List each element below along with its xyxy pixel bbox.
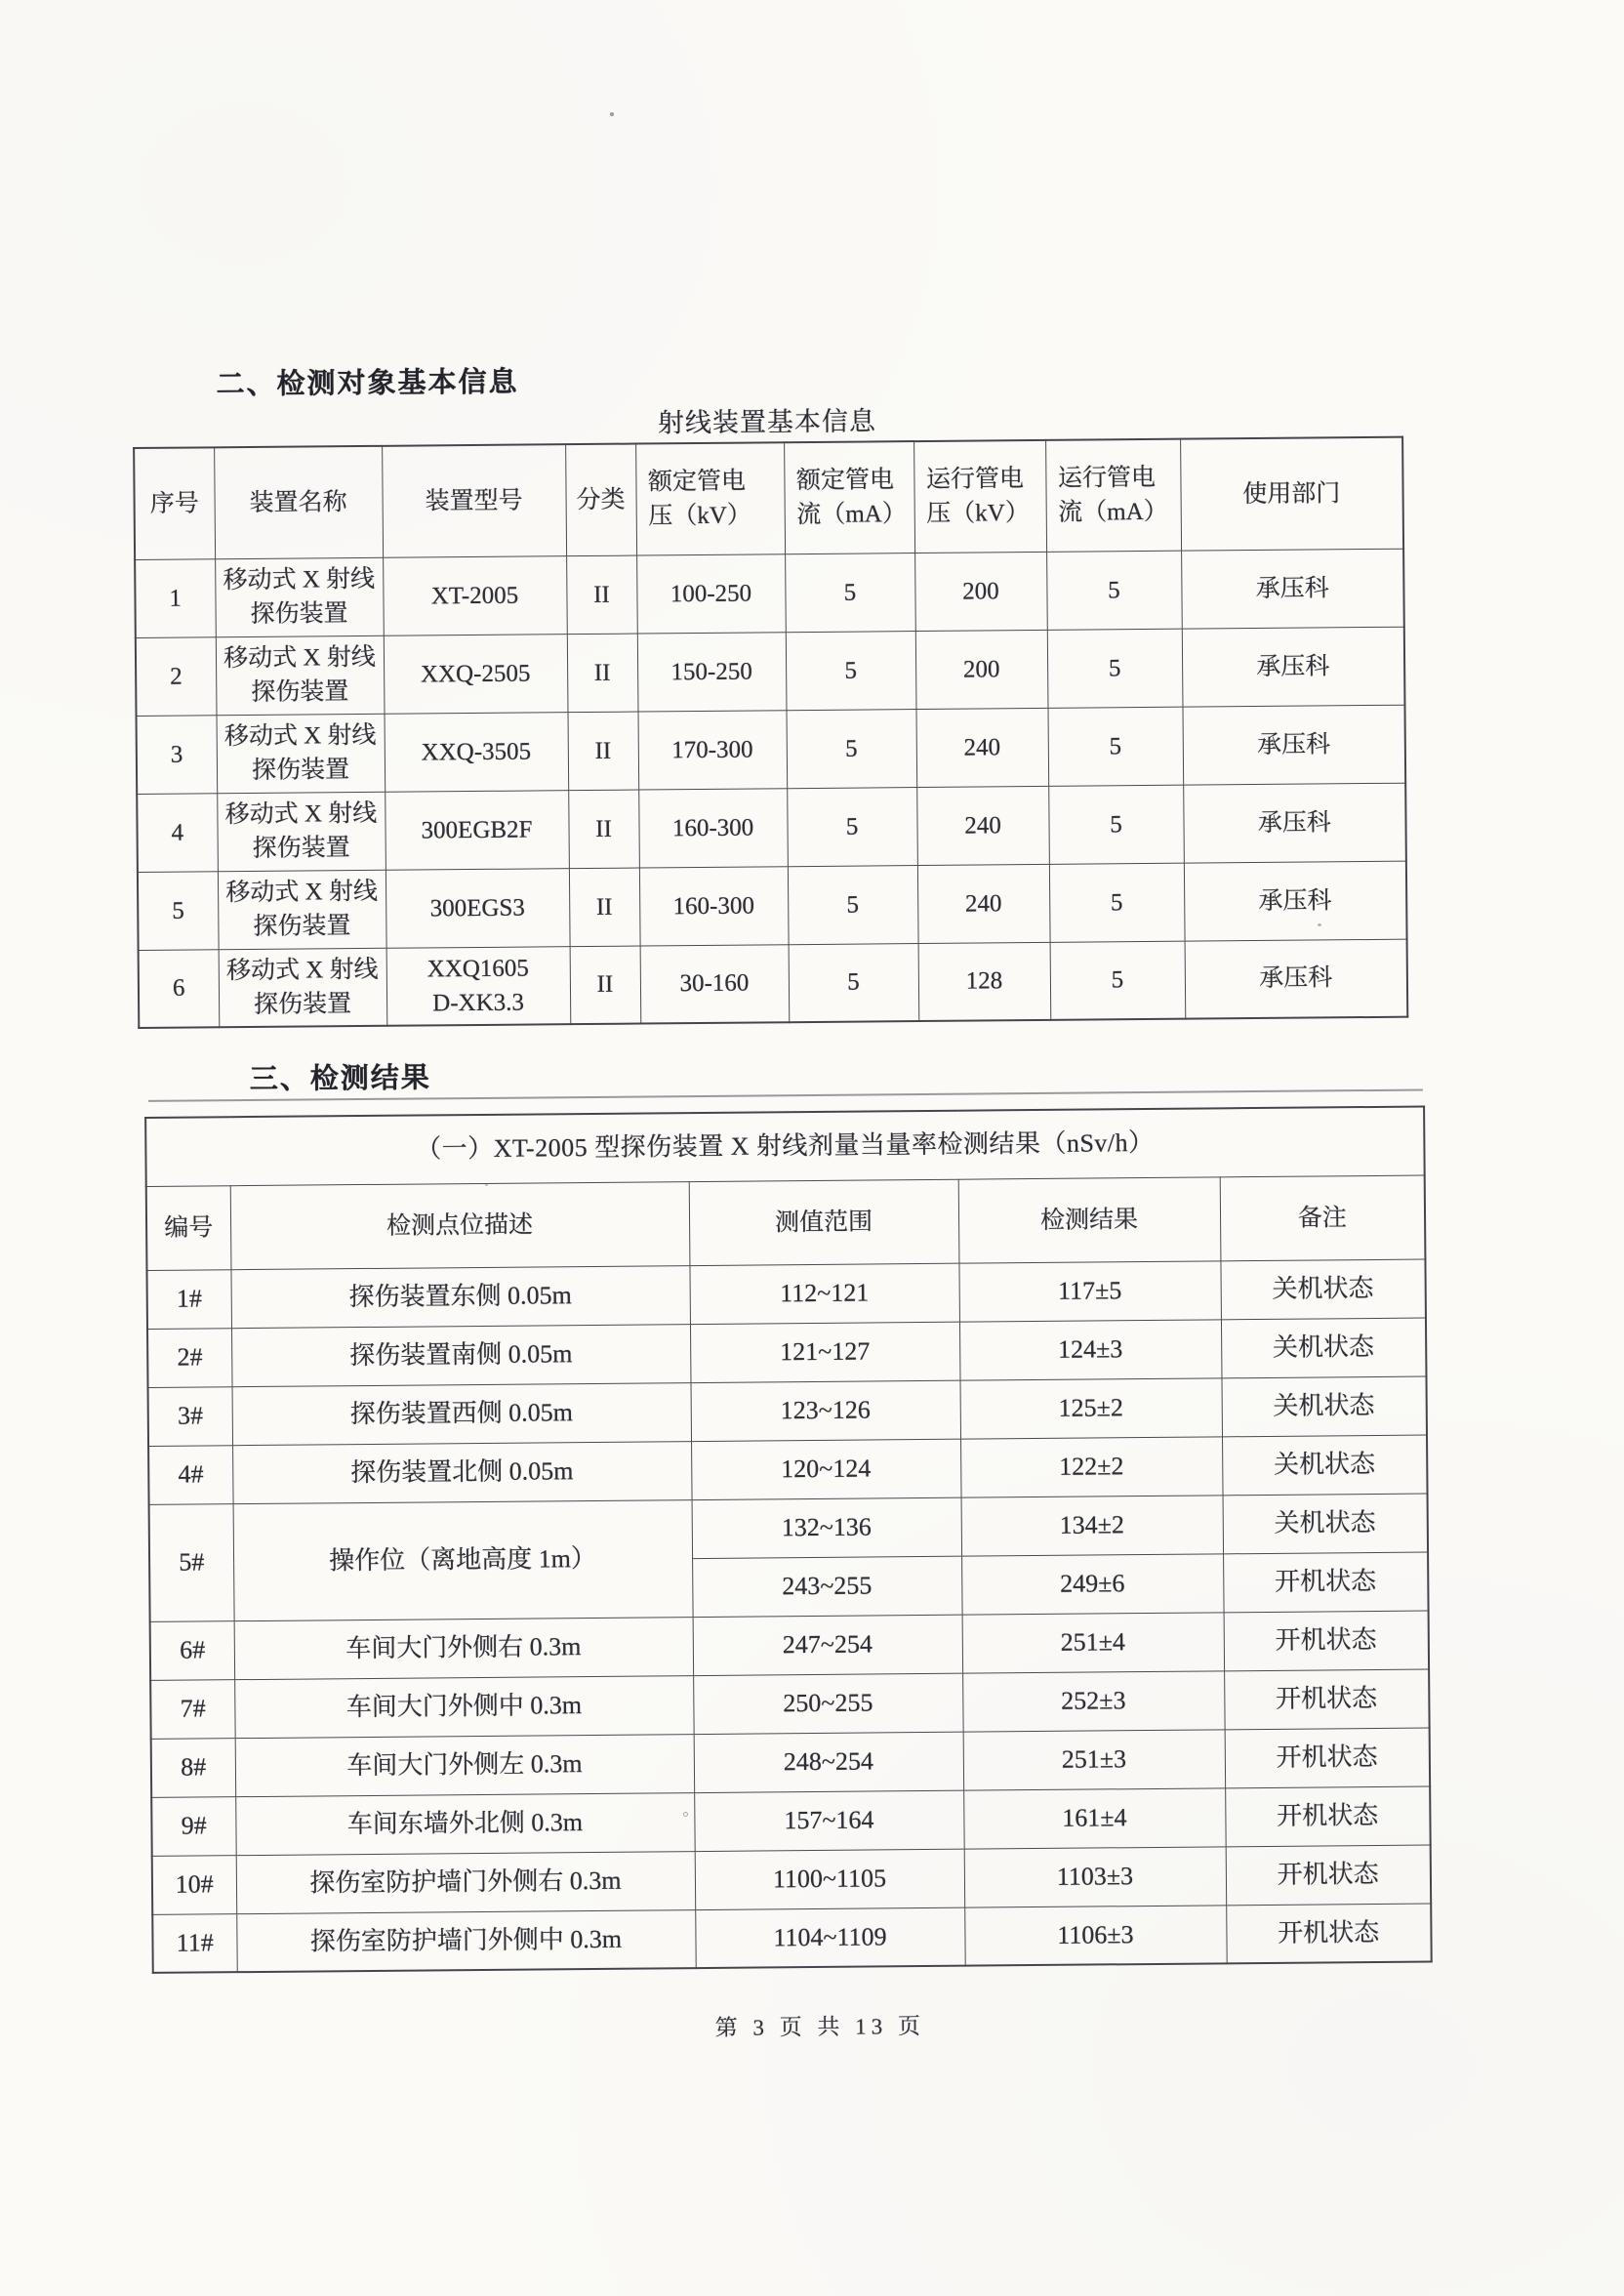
table-cell: 车间东墙外北侧 0.3m xyxy=(235,1792,695,1855)
table-cell: 240 xyxy=(915,708,1048,787)
table-cell: 开机状态 xyxy=(1223,1552,1429,1613)
table-cell: 1104~1109 xyxy=(695,1907,965,1968)
scan-speck xyxy=(1318,923,1321,926)
table-cell: 125±2 xyxy=(959,1377,1222,1438)
table-cell: 7# xyxy=(150,1679,235,1739)
table-cell: 探伤装置北侧 0.05m xyxy=(232,1441,692,1503)
table-cell: 5 xyxy=(1049,863,1185,942)
table-cell: II xyxy=(566,555,637,635)
table-cell: 移动式 X 射线 探伤装置 xyxy=(217,792,386,871)
table-cell: 关机状态 xyxy=(1223,1494,1429,1554)
table-cell: 251±4 xyxy=(962,1612,1225,1672)
table-cell: 移动式 X 射线 探伤装置 xyxy=(216,636,385,715)
table-cell: 关机状态 xyxy=(1221,1376,1427,1437)
table-cell: XT-2005 xyxy=(383,555,567,636)
header-cell-remark: 备注 xyxy=(1220,1175,1426,1261)
table-cell: 123~126 xyxy=(691,1380,961,1441)
table-cell: II xyxy=(568,790,639,869)
table-cell: 承压科 xyxy=(1184,861,1407,941)
table-cell: 161±4 xyxy=(963,1787,1226,1848)
table-cell: 移动式 X 射线 探伤装置 xyxy=(218,870,386,949)
table-cell: 承压科 xyxy=(1182,627,1405,707)
device-table-caption: 射线装置基本信息 xyxy=(657,406,877,438)
table-cell: 100-250 xyxy=(636,554,786,633)
header-cell-result: 检测结果 xyxy=(958,1176,1221,1262)
section-heading-detection-results: 三、检测结果 xyxy=(249,1062,431,1096)
table-cell: 3# xyxy=(148,1386,233,1446)
table-cell: 250~255 xyxy=(693,1673,963,1734)
device-info-table xyxy=(133,436,1408,1029)
table-cell: 121~127 xyxy=(690,1322,960,1382)
table-cell: 开机状态 xyxy=(1224,1669,1430,1730)
header-cell-operating-current: 运行管电 流（mA） xyxy=(1045,439,1181,552)
table-cell: 3 xyxy=(137,715,218,794)
table-cell: 开机状态 xyxy=(1226,1844,1432,1905)
table-cell: 2 xyxy=(136,636,217,716)
scan-speck xyxy=(485,1183,488,1186)
table-cell: 117±5 xyxy=(958,1260,1221,1321)
table-cell: II xyxy=(570,946,641,1025)
table-cell: XXQ-3505 xyxy=(385,712,569,792)
table-row xyxy=(135,549,1404,637)
header-cell-seq: 序号 xyxy=(134,447,215,559)
table-cell: 5# xyxy=(149,1503,234,1621)
table-cell: 240 xyxy=(916,786,1049,865)
table-cell: 300EGB2F xyxy=(385,790,569,870)
table-cell: II xyxy=(567,634,638,713)
header-cell-point-no: 编号 xyxy=(146,1185,231,1270)
table-cell: 249±6 xyxy=(961,1553,1224,1614)
table-cell: 5 xyxy=(789,943,919,1022)
table-cell: 4# xyxy=(148,1445,233,1504)
table-cell: 112~121 xyxy=(689,1263,959,1324)
table-cell: 122±2 xyxy=(960,1436,1223,1496)
scan-speck xyxy=(610,112,614,116)
table-cell: 1100~1105 xyxy=(695,1849,965,1909)
result-table-body xyxy=(146,1259,1431,1973)
header-cell-rated-voltage: 额定管电 压（kV） xyxy=(635,442,785,554)
table-cell: 5 xyxy=(1050,941,1186,1020)
device-table-body xyxy=(135,549,1407,1028)
table-row xyxy=(134,437,1403,559)
table-cell: 承压科 xyxy=(1182,705,1405,785)
table-cell: II xyxy=(568,712,639,791)
table-row xyxy=(152,1903,1431,1972)
table-cell: 探伤室防护墙门外侧中 0.3m xyxy=(236,1909,696,1972)
table-cell: 200 xyxy=(915,630,1048,709)
table-cell: 车间大门外侧右 0.3m xyxy=(234,1617,694,1679)
table-cell: 124±3 xyxy=(959,1319,1222,1379)
table-cell: 300EGS3 xyxy=(386,868,570,948)
table-cell: 11# xyxy=(152,1913,237,1973)
table-row xyxy=(138,861,1407,950)
table-cell: 247~254 xyxy=(693,1615,963,1675)
page-footer: 第 3 页 共 13 页 xyxy=(714,2014,925,2040)
header-cell-value-range: 测值范围 xyxy=(689,1179,959,1265)
table-cell: 探伤装置南侧 0.05m xyxy=(231,1324,691,1386)
table-row xyxy=(148,1376,1427,1446)
device-table-header xyxy=(134,437,1403,559)
table-cell: 移动式 X 射线 探伤装置 xyxy=(219,948,387,1027)
table-cell: 252±3 xyxy=(962,1670,1225,1731)
table-row xyxy=(139,939,1408,1028)
header-cell-class: 分类 xyxy=(565,444,636,556)
table-cell: 开机状态 xyxy=(1224,1611,1430,1671)
table-cell: 移动式 X 射线 探伤装置 xyxy=(217,714,386,793)
table-cell: 2# xyxy=(147,1328,232,1387)
table-row xyxy=(152,1844,1431,1913)
table-cell: 5 xyxy=(788,865,918,944)
header-cell-rated-current: 额定管电 流（mA） xyxy=(784,441,914,554)
table-cell: 承压科 xyxy=(1183,783,1406,863)
table-cell: 243~255 xyxy=(692,1556,962,1617)
table-cell: 30-160 xyxy=(640,944,790,1023)
table-row xyxy=(148,1435,1427,1504)
detection-result-table xyxy=(144,1106,1433,1974)
table-cell: 关机状态 xyxy=(1221,1318,1427,1378)
table-cell: 128 xyxy=(918,942,1051,1021)
table-row xyxy=(137,783,1406,872)
table-cell: 200 xyxy=(914,552,1047,631)
table-cell: 4 xyxy=(137,793,218,872)
table-cell: 车间大门外侧左 0.3m xyxy=(235,1734,695,1796)
table-cell: 关机状态 xyxy=(1220,1259,1426,1320)
table-row xyxy=(136,627,1405,716)
table-cell: 开机状态 xyxy=(1225,1786,1431,1847)
table-row xyxy=(146,1175,1426,1270)
table-row xyxy=(137,705,1406,794)
table-cell: 160-300 xyxy=(639,866,789,945)
header-cell-model: 装置型号 xyxy=(382,444,566,557)
table-cell: 120~124 xyxy=(691,1439,961,1499)
table-row xyxy=(151,1786,1430,1856)
table-cell: 5 xyxy=(138,871,219,950)
result-table-header xyxy=(145,1107,1425,1270)
table-cell: 5 xyxy=(786,631,916,710)
table-cell: 150-250 xyxy=(637,632,787,711)
table-cell: 车间大门外侧中 0.3m xyxy=(234,1675,694,1738)
table-cell: 5 xyxy=(785,553,915,632)
result-table-title: （一）XT-2005 型探伤装置 X 射线剂量当量率检测结果（nSv/h） xyxy=(145,1107,1425,1186)
scan-speck xyxy=(683,1812,688,1817)
table-cell: 240 xyxy=(917,864,1050,943)
table-cell: 5 xyxy=(787,787,917,866)
table-cell: 6# xyxy=(150,1620,235,1680)
table-cell: 5 xyxy=(1047,707,1183,786)
table-cell: 1# xyxy=(146,1269,231,1329)
table-cell: 1 xyxy=(135,558,216,637)
table-cell: 170-300 xyxy=(637,710,787,789)
table-cell: 操作位（离地高度 1m） xyxy=(233,1499,693,1620)
table-cell: 1106±3 xyxy=(964,1905,1227,1965)
header-cell-operating-voltage: 运行管电 压（kV） xyxy=(914,440,1046,553)
table-cell: 5 xyxy=(1047,629,1183,708)
header-cell-department: 使用部门 xyxy=(1180,437,1403,551)
table-cell: 探伤装置西侧 0.05m xyxy=(232,1382,692,1445)
table-cell: 移动式 X 射线 探伤装置 xyxy=(215,557,384,636)
table-cell: 248~254 xyxy=(694,1732,964,1792)
table-cell: 探伤装置东侧 0.05m xyxy=(230,1265,690,1328)
table-cell: 6 xyxy=(139,949,220,1028)
table-cell: 1103±3 xyxy=(964,1846,1227,1906)
section-heading-detection-object-info: 二、检测对象基本信息 xyxy=(216,366,519,401)
table-cell: 8# xyxy=(151,1738,236,1797)
table-cell: 9# xyxy=(151,1796,236,1856)
table-cell: 134±2 xyxy=(961,1495,1224,1555)
table-cell: 承压科 xyxy=(1185,939,1408,1019)
table-cell: 关机状态 xyxy=(1222,1435,1428,1496)
table-row xyxy=(145,1107,1425,1186)
table-cell: 5 xyxy=(786,709,916,788)
header-cell-point-description: 检测点位描述 xyxy=(230,1181,690,1269)
table-cell: 160-300 xyxy=(638,788,788,867)
table-cell: 251±3 xyxy=(963,1729,1226,1789)
table-cell: 10# xyxy=(152,1855,237,1914)
table-cell: 承压科 xyxy=(1181,549,1404,629)
table-cell: 5 xyxy=(1046,551,1182,630)
table-cell: 132~136 xyxy=(692,1497,962,1558)
table-cell: 探伤室防护墙门外侧右 0.3m xyxy=(236,1851,696,1913)
table-cell: XXQ1605 D-XK3.3 xyxy=(386,946,571,1026)
table-cell: II xyxy=(569,868,640,947)
table-cell: 157~164 xyxy=(694,1790,964,1851)
table-cell: 开机状态 xyxy=(1226,1903,1432,1963)
table-cell: 开机状态 xyxy=(1225,1728,1431,1788)
header-cell-device-name: 装置名称 xyxy=(214,446,383,558)
table-cell: XXQ-2505 xyxy=(384,634,568,714)
table-cell: 5 xyxy=(1048,785,1184,864)
